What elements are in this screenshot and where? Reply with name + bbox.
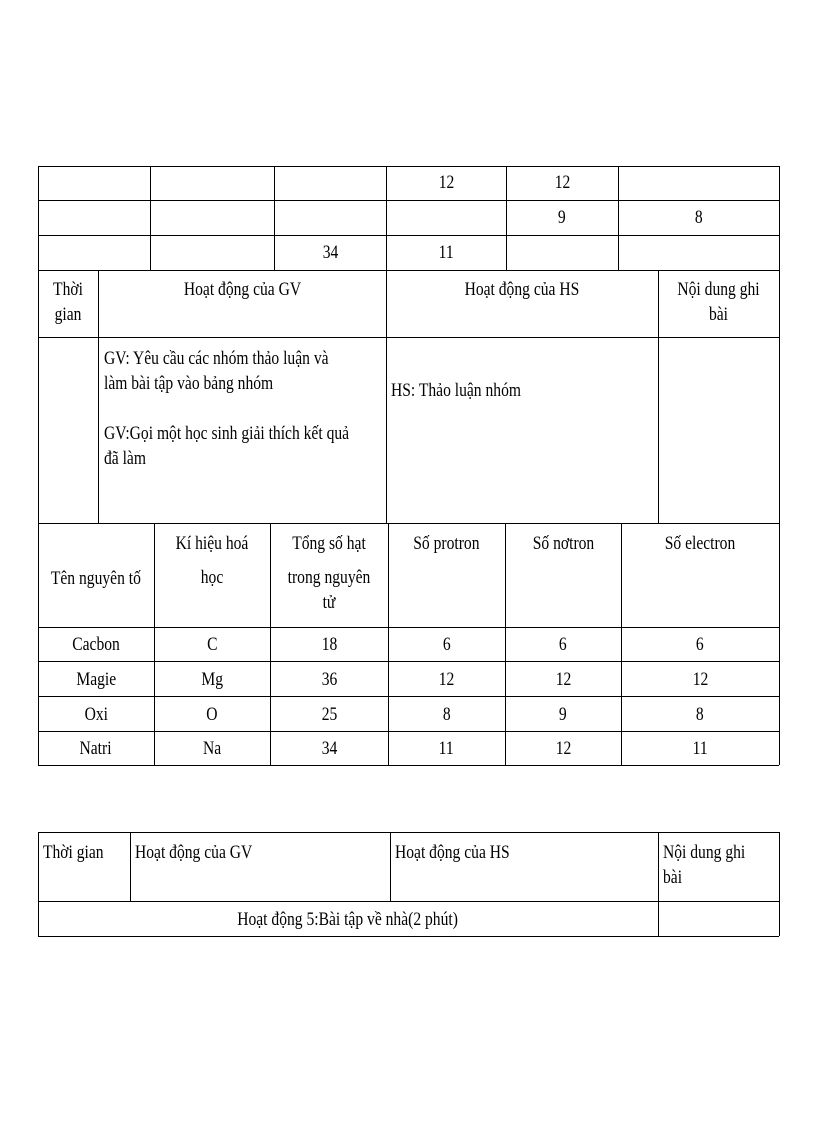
hs-activity: HS: Thảo luận nhóm [391, 380, 521, 401]
activity5-title: Hoạt động 5:Bài tập về nhà(2 phút) [237, 909, 459, 930]
table-cell: Mg [201, 669, 223, 690]
table-cell: 8 [442, 704, 451, 725]
header-time: Thời gian [53, 279, 83, 325]
table-cell: 12 [692, 669, 708, 690]
table-cell: 12 [438, 669, 455, 690]
table-cell: 12 [554, 172, 570, 193]
table-cell: 11 [438, 738, 454, 759]
table-cell: 11 [438, 242, 454, 263]
header-gv: Hoạt động của GV [183, 279, 301, 300]
header-total: Tổng số hạt trong nguyên tử [287, 533, 371, 613]
table-cell: Oxi [84, 704, 108, 725]
table-cell: 34 [321, 738, 337, 759]
table-cell: Cacbon [72, 634, 120, 655]
table-cell: 6 [559, 634, 567, 655]
header-notes: Nội dung ghi bài [677, 279, 760, 325]
header-hs: Hoạt động của HS [464, 279, 580, 300]
header-gv: Hoạt động của GV [135, 842, 253, 863]
table-cell: O [206, 704, 218, 725]
header-symbol: Kí hiệu hoá học [175, 533, 249, 588]
table-cell: 9 [559, 704, 567, 725]
table-cell: Natri [79, 738, 113, 759]
gv-instructions: GV: Yêu cầu các nhóm thảo luận và làm bài tập vào bảng nhóm GV:Gọi một học sinh giải thích kết quả đã làm [104, 348, 350, 469]
table-cell: 34 [322, 242, 338, 263]
header-element-name: Tên nguyên tố [50, 568, 141, 589]
header-hs: Hoạt động của HS [395, 842, 510, 863]
table-cell: 36 [321, 669, 337, 690]
table-cell: 9 [558, 207, 566, 228]
table-cell: Magie [76, 669, 116, 690]
header-notes: Nội dung ghi bài [663, 842, 746, 888]
header-electrons: Số electron [664, 533, 736, 554]
header-neutrons: Số nơtron [532, 533, 594, 554]
table-cell: 18 [321, 634, 337, 655]
table-cell: 6 [696, 634, 704, 655]
table-cell: C [206, 634, 218, 655]
table-cell: 6 [442, 634, 451, 655]
table-cell: 8 [696, 704, 704, 725]
table-cell: Na [202, 738, 222, 759]
header-time: Thời gian [43, 842, 104, 863]
table-cell: 12 [555, 669, 571, 690]
table-cell: 8 [694, 207, 703, 228]
header-protons: Số protron [413, 533, 480, 554]
table-cell: 11 [692, 738, 708, 759]
table-cell: 12 [555, 738, 571, 759]
table-cell: 25 [321, 704, 337, 725]
table-cell: 12 [438, 172, 454, 193]
